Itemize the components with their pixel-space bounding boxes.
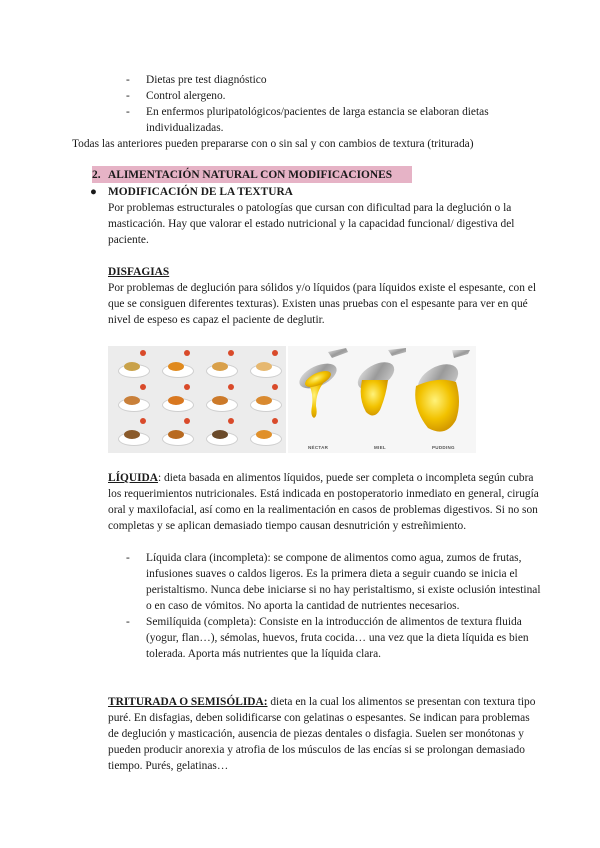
subsection-heading — [90, 184, 293, 200]
spoon-label-nectar: NÉCTAR — [308, 445, 329, 450]
disfagias-heading: DISFAGIAS — [108, 266, 170, 278]
section-number: 2. — [92, 169, 101, 181]
section-heading — [92, 167, 392, 183]
spoon-label-pudding: PUDDING — [432, 445, 455, 450]
section-title: ALIMENTACIÓN NATURAL CON MODIFICACIONES — [108, 169, 393, 181]
bullet-icon: ● — [90, 186, 97, 198]
subsection-title: MODIFICACIÓN DE LA TEXTURA — [108, 186, 293, 198]
intro-paragraph: Por problemas estructurales o patologías que cursan con dificultad para la deglución o la masticación. Hay que valorar el estado nutricional y la capacidad funcional/ digestiva del paciente. — [108, 202, 515, 246]
liquida-dash-list — [126, 550, 546, 662]
thickener-plates-photo-icon — [108, 346, 286, 453]
spoons-illustration — [288, 346, 476, 453]
list-item: - Semilíquida (completa): Consiste en la introducción de alimentos de textura fluida (yogur, flan…), sémolas, huevos, fruta cocida… una vez que la dieta líquida es bien tolerada. Aporta más nutrientes que la líquida clara. — [126, 614, 546, 662]
note-line: Todas las anteriores pueden prepararse con o sin sal y con cambios de textura (triturada) — [72, 138, 474, 150]
list-item: - Control alergeno. — [126, 88, 546, 104]
disfagias-title — [108, 264, 169, 280]
triturada-heading: TRITURADA O SEMISÓLIDA: — [108, 696, 268, 708]
triturada-paragraph — [108, 694, 542, 774]
list-item: - En enfermos pluripatológicos/pacientes de larga estancia se elaboran dietas individualizadas. — [126, 104, 546, 136]
top-dash-list — [126, 72, 546, 136]
liquida-text: : dieta basada en alimentos líquidos, puede ser completa o incompleta según cubra los requerimientos nutricionales. Está indicada en postoperatorio inmediato en general, cirugía oral y maxilofacial, así como en la realimentación en casos de problemas digestivos. Si no son completas y se aplican demasiado tiempo causan desnutrición y estreñimiento. — [108, 472, 539, 532]
spoon-textures-photo-icon — [288, 346, 476, 453]
liquida-paragraph — [108, 470, 542, 534]
disfagias-paragraph: Por problemas de deglución para sólidos y/o líquidos (para líquidos existe el espesante, con el que se consiguen diferentes texturas). Existen unas pruebas con el espesante para ver en qué nivel de espeso es capaz el paciente de deglutir. — [108, 282, 536, 326]
list-item: - Dietas pre test diagnóstico — [126, 72, 546, 88]
spoon-label-miel: MIEL — [374, 445, 386, 450]
list-item: - Líquida clara (incompleta): se compone de alimentos como agua, zumos de frutas, infusiones suaves o caldos ligeros. Es la primera dieta a seguir cuando se inicia el peristaltismo. Nunca debe iniciarse si no hay peristaltismo, si existe oclusión intestinal o en caso de vómitos. No aporta la cantidad de nutrientes necesarios. — [126, 550, 546, 614]
liquida-heading: LÍQUIDA — [108, 472, 159, 484]
triturada-text: dieta en la cual los alimentos se presentan con textura tipo puré. En disfagias, deben solidificarse con gelatinas o espesantes. Se indican para problemas de deglución y masticación, ausencia de piezas dentales o disfagia. Suelen ser monótonas y pueden producir anorexia y atrofia de los músculos de las encías si se prolongan demasiado tiempo. Purés, gelatinas… — [108, 696, 536, 772]
